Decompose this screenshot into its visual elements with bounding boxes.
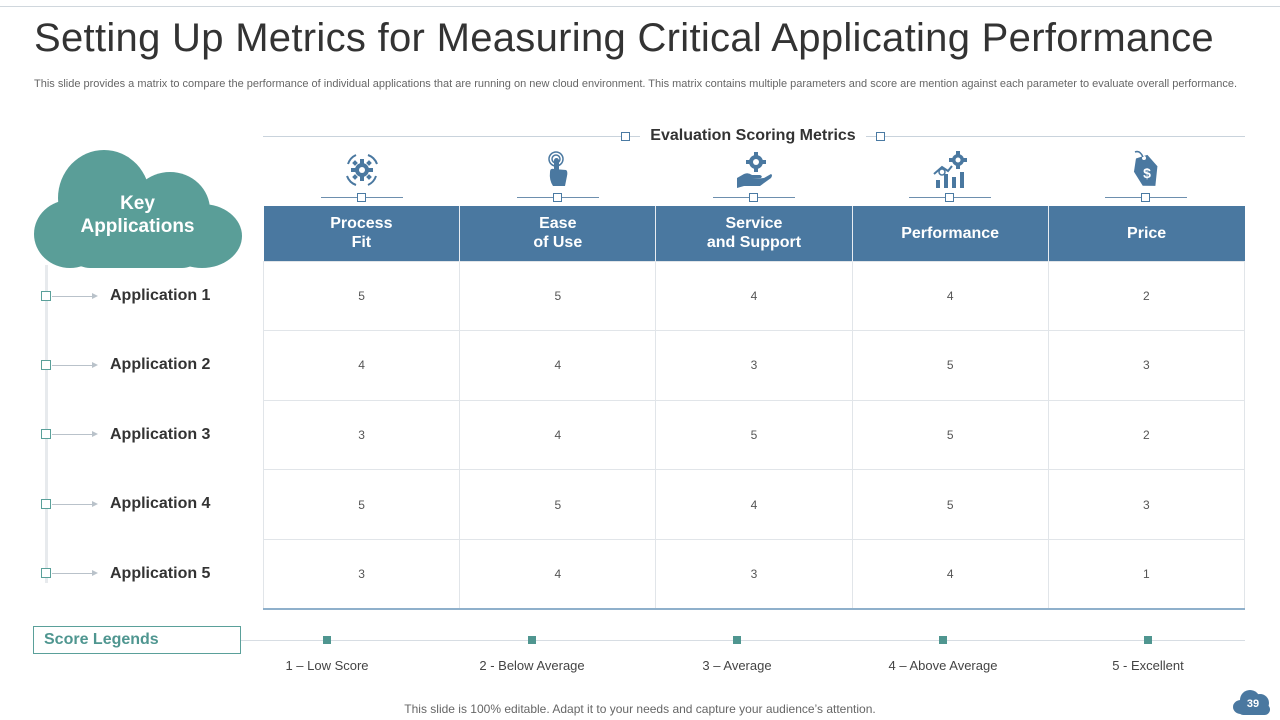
- legend-marker: [939, 636, 947, 644]
- application-label: Application 2: [110, 356, 211, 373]
- score-cell: 4: [460, 331, 656, 401]
- score-cell: 5: [460, 261, 656, 331]
- evaluation-title: Evaluation Scoring Metrics: [640, 126, 866, 146]
- application-arrow: [52, 434, 96, 435]
- key-applications-label: Key Applications: [80, 193, 195, 237]
- connector-marker: [553, 193, 562, 202]
- process-gears-icon: [342, 150, 382, 190]
- column-header-price: Price: [1048, 206, 1244, 261]
- score-cell: 4: [656, 261, 852, 331]
- score-cell: 3: [656, 539, 852, 609]
- connector-marker: [1141, 193, 1150, 202]
- score-cell: 4: [460, 400, 656, 470]
- application-label: Application 1: [110, 287, 211, 304]
- connector-marker: [749, 193, 758, 202]
- evaluation-marker-right: [876, 132, 885, 141]
- application-marker: [41, 429, 51, 439]
- legend-label: 1 – Low Score: [285, 658, 369, 673]
- legend-marker: [528, 636, 536, 644]
- score-cell: 5: [852, 400, 1048, 470]
- score-cell: 3: [1048, 331, 1244, 401]
- application-marker: [41, 291, 51, 301]
- score-cell: 3: [264, 539, 460, 609]
- application-arrow: [52, 573, 96, 574]
- application-arrow: [52, 296, 96, 297]
- score-cell: 2: [1048, 261, 1244, 331]
- legend-marker: [323, 636, 331, 644]
- score-cell: 3: [264, 400, 460, 470]
- application-marker: [41, 499, 51, 509]
- score-cell: 5: [852, 331, 1048, 401]
- score-cell: 1: [1048, 539, 1244, 609]
- hand-gear-icon: [734, 150, 774, 190]
- connector-marker: [945, 193, 954, 202]
- legend-label: 4 – Above Average: [888, 658, 998, 673]
- score-cell: 4: [460, 539, 656, 609]
- table-row: [264, 470, 1245, 540]
- column-header-performance: Performance: [852, 206, 1048, 261]
- column-header-process-fit: Process Fit: [264, 206, 460, 261]
- score-cell: 5: [460, 470, 656, 540]
- column-header-ease-of-use: Ease of Use: [460, 206, 656, 261]
- score-cell: 3: [656, 331, 852, 401]
- table-row: [264, 539, 1245, 609]
- score-cell: 5: [264, 261, 460, 331]
- legend-label: 3 – Average: [702, 658, 772, 673]
- application-label: Application 5: [110, 565, 211, 582]
- legend-marker: [1144, 636, 1152, 644]
- score-cell: 5: [264, 470, 460, 540]
- application-marker: [41, 360, 51, 370]
- touch-hand-icon: [538, 150, 578, 190]
- slide-subtitle: This slide provides a matrix to compare the performance of individual applications that are running on new cloud environment. This matrix contains multiple parameters and score are mention against each parameter to evaluate overall performance.: [34, 78, 1238, 90]
- table-row: [264, 331, 1245, 401]
- application-label: Application 4: [110, 495, 211, 512]
- legend-label: 2 - Below Average: [479, 658, 585, 673]
- scoring-matrix-table: [263, 206, 1245, 610]
- top-rule: [0, 6, 1280, 7]
- score-legends-line: [241, 640, 1245, 641]
- page-number: 39: [1246, 698, 1260, 710]
- score-legends-title: Score Legends: [33, 626, 241, 654]
- connector-marker: [357, 193, 366, 202]
- score-cell: 4: [852, 261, 1048, 331]
- applications-vertical-line: [45, 265, 48, 583]
- score-cell: 4: [852, 539, 1048, 609]
- score-cell: 3: [1048, 470, 1244, 540]
- score-cell: 5: [852, 470, 1048, 540]
- table-row: [264, 261, 1245, 331]
- column-header-service-support: Service and Support: [656, 206, 852, 261]
- application-marker: [41, 568, 51, 578]
- legend-marker: [733, 636, 741, 644]
- score-cell: 2: [1048, 400, 1244, 470]
- score-cell: 5: [656, 400, 852, 470]
- price-tag-icon: [1126, 150, 1166, 190]
- svg-text:$: $: [1143, 165, 1151, 181]
- slide-footer: This slide is 100% editable. Adapt it to your needs and capture your audience’s attention.: [404, 702, 876, 716]
- evaluation-marker-left: [621, 132, 630, 141]
- legend-label: 5 - Excellent: [1112, 658, 1184, 673]
- application-arrow: [52, 504, 96, 505]
- score-cell: 4: [264, 331, 460, 401]
- table-header-row: [264, 206, 1245, 261]
- table-row: [264, 400, 1245, 470]
- slide-title: Setting Up Metrics for Measuring Critical Applicating Performance: [34, 16, 1214, 60]
- score-cell: 4: [656, 470, 852, 540]
- application-arrow: [52, 365, 96, 366]
- growth-chart-icon: [930, 150, 970, 190]
- application-label: Application 3: [110, 426, 211, 443]
